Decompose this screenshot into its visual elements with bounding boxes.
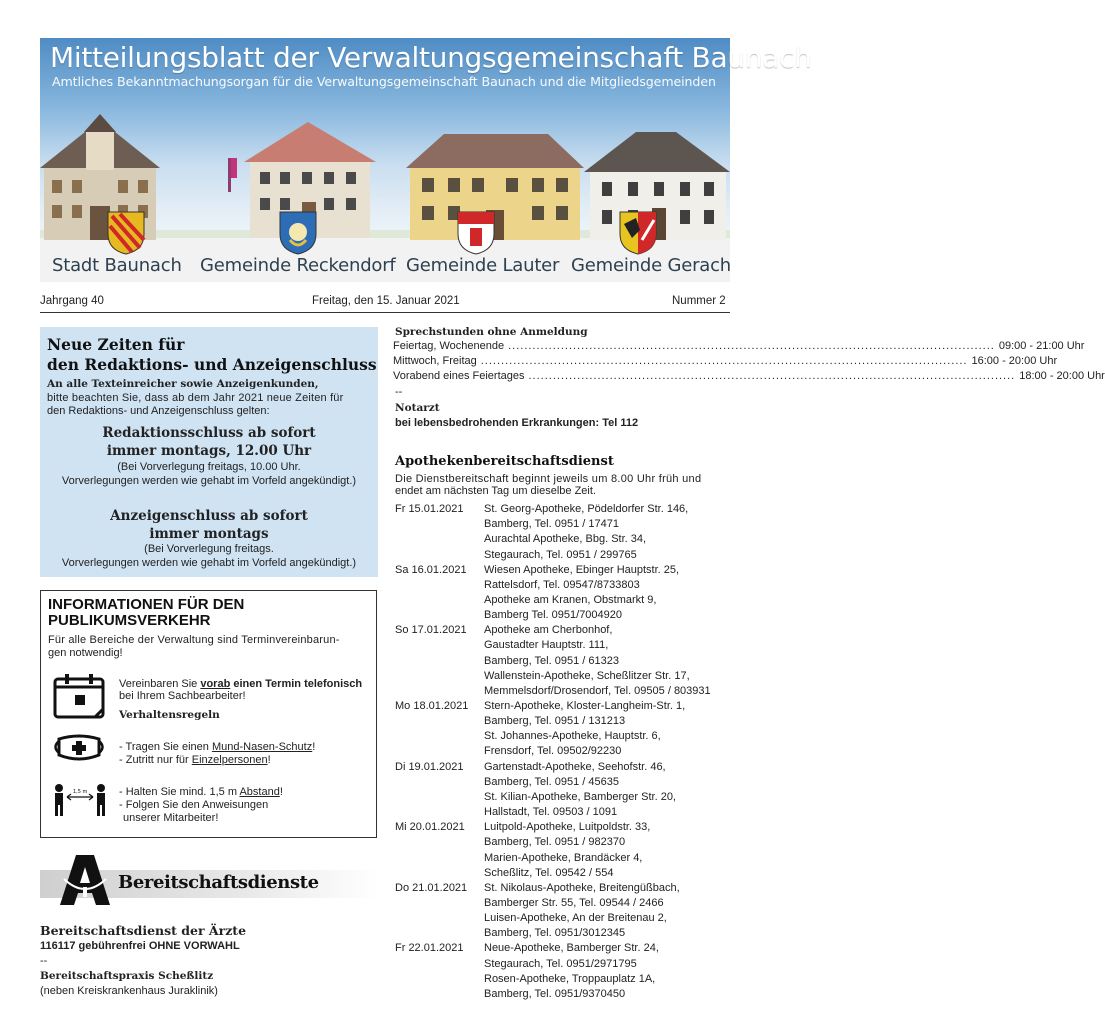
pharmacy-entry-line: Wallenstein-Apotheke, Scheßlitzer Str. 17, — [484, 669, 690, 682]
pharmacy-entry-line: Bamberger Str. 55, Tel. 09544 / 2466 — [484, 896, 664, 909]
emergency-doctor-heading: Notarzt — [395, 402, 440, 414]
masthead-banner — [40, 38, 812, 282]
gerach-coat-of-arms-icon — [618, 210, 658, 256]
ad-deadline-note-2: Vorverlegungen werden wie gehabt im Vorfeld angekündigt.) — [61, 557, 357, 569]
pharmacy-entry-line: Gaustadter Hauptstr. 111, — [484, 639, 609, 652]
distance-icon-label: 1,5 m — [73, 789, 88, 795]
consult-hours-separator: -- — [395, 386, 403, 398]
town-label-lauter: Gemeinde Lauter — [406, 255, 560, 276]
masthead-title: Mitteilungsblatt der Verwaltungsgemeinschaft Baunach — [50, 41, 812, 74]
pharmacy-entry-line: Stegaurach, Tel. 0951 / 299765 — [484, 548, 637, 561]
pharmacy-entry-line: Bamberg, Tel. 0951 / 45635 — [484, 775, 619, 788]
pharmacy-service-heading: Apothekenbereitschaftsdienst — [395, 454, 614, 469]
pharmacy-entry-line: Bamberg, Tel. 0951 / 982370 — [484, 836, 626, 849]
pharmacy-entry-line: Bamberg, Tel. 0951 / 17471 — [484, 518, 619, 531]
calendar-icon — [53, 673, 105, 719]
rules-heading: Verhaltensregeln — [119, 709, 220, 721]
ad-deadline-note-1: (Bei Vorverlegung freitags. — [144, 543, 274, 555]
editorial-deadline-time: immer montags, 12.00 Uhr — [106, 443, 312, 459]
consult-hours-row — [393, 355, 1058, 367]
practice-location-note: (neben Kreiskrankenhaus Juraklinik) — [40, 985, 218, 997]
reckendorf-coat-of-arms-icon — [278, 210, 318, 256]
consult-hours-heading: Sprechstunden ohne Anmeldung — [395, 326, 588, 338]
pharmacy-entry-line: St. Nikolaus-Apotheke, Breitengüßbach, — [484, 881, 680, 894]
pharmacy-entry-line: Luisen-Apotheke, An der Breitenau 2, — [484, 912, 667, 925]
appointment-notice-line-2: gen notwendig! — [48, 647, 123, 659]
pharmacy-entry-line: St. Johannes-Apotheke, Hauptstr. 6, — [484, 730, 661, 743]
pharmacy-intro-line-1: Die Dienstbereitschaft beginnt jeweils um 8.00 Uhr früh und — [395, 473, 702, 485]
consult-hours-time: 16:00 - 20:00 Uhr — [971, 355, 1058, 367]
pharmacy-entry-line: Stegaurach, Tel. 0951/2971795 — [484, 957, 637, 970]
consult-hours-label: Mittwoch, Freitag — [393, 355, 477, 367]
distance-rule: - Halten Sie mind. 1,5 m Abstand! — [119, 786, 283, 798]
pharmacy-entry-line: Bamberg, Tel. 0951 / 61323 — [484, 654, 619, 667]
pharmacy-entry-line: Apotheke am Cherbonhof, — [484, 624, 613, 637]
editorial-deadline-note-2: Vorverlegungen werden wie gehabt im Vorfeld angekündigt.) — [61, 475, 357, 487]
distance-icon — [51, 783, 109, 817]
mask-rule: - Tragen Sie einen Mund-Nasen-Schutz! — [119, 741, 316, 753]
consult-hours-row — [393, 340, 1085, 352]
pharmacy-entry-line: Bamberg Tel. 0951/7004920 — [484, 609, 623, 622]
appointment-notice-line-1: Für alle Bereiche der Verwaltung sind Terminvereinbarun- — [48, 634, 340, 646]
issue-date: Freitag, den 15. Januar 2021 — [312, 295, 460, 307]
dot-leader — [528, 370, 1015, 382]
pharmacy-entry-line: Marien-Apotheke, Brandäcker 4, — [484, 851, 643, 864]
pharmacy-day-date: Di 19.01.2021 — [395, 760, 464, 773]
deadline-notice-box — [40, 327, 378, 577]
notice-intro-heading: An alle Texteinreicher sowie Anzeigenkunden, — [47, 378, 319, 390]
pharmacy-entry-line: St. Georg-Apotheke, Pödeldorfer Str. 146, — [484, 503, 689, 515]
follow-instructions-line-2: unserer Mitarbeiter! — [123, 812, 219, 824]
pharmacy-entry-line: Stern-Apotheke, Kloster-Langheim-Str. 1, — [484, 700, 686, 712]
pharmacy-entry-line: Luitpold-Apotheke, Luitpoldstr. 33, — [484, 821, 651, 834]
ad-deadline-time: immer montags — [149, 526, 269, 542]
ad-deadline-heading: Anzeigenschluss ab sofort — [110, 508, 308, 524]
baunach-coat-of-arms-icon — [106, 210, 146, 256]
notice-intro-line-1: bitte beachten Sie, dass ab dem Jahr 2021 neue Zeiten für — [47, 392, 344, 404]
public-info-box — [40, 590, 377, 838]
editorial-deadline-heading: Redaktionsschluss ab sofort — [102, 425, 316, 441]
issue-number: Nummer 2 — [672, 295, 726, 307]
consult-hours-time: 09:00 - 21:00 Uhr — [998, 340, 1085, 352]
pharmacy-entry-line: Rosen-Apotheke, Troppauplatz 1A, — [484, 972, 656, 985]
consult-hours-row — [393, 370, 1105, 382]
pharmacy-entry-line: Hallstadt, Tel. 09503 / 1091 — [484, 806, 618, 818]
pharmacy-day-date: Fr 15.01.2021 — [395, 503, 464, 515]
pharmacy-entry-line: St. Kilian-Apotheke, Bamberger Str. 20, — [484, 790, 676, 803]
lauter-coat-of-arms-icon — [456, 210, 496, 256]
doctors-service-number: 116117 gebührenfrei OHNE VORWAHL — [40, 940, 240, 952]
pharmacy-intro-line-2: endet am nächsten Tag um dieselbe Zeit. — [395, 485, 596, 497]
pharmacy-day-date: Do 21.01.2021 — [395, 881, 468, 894]
town-label-baunach: Stadt Baunach — [52, 255, 182, 276]
pharmacy-day-date: Sa 16.01.2021 — [395, 563, 467, 576]
single-person-rule: - Zutritt nur für Einzelpersonen! — [119, 754, 271, 766]
appointment-instruction-line-2: bei Ihrem Sachbearbeiter! — [119, 690, 246, 702]
pharmacy-a-logo-icon — [58, 853, 112, 907]
pharmacy-entry-line: Apotheke am Kranen, Obstmarkt 9, — [484, 593, 657, 606]
consult-hours-label: Vorabend eines Feiertages — [393, 370, 525, 382]
pharmacy-entry-line: Scheßlitz, Tel. 09542 / 554 — [484, 866, 614, 879]
services-section-title: Bereitschaftsdienste — [118, 872, 319, 893]
follow-instructions-line-1: - Folgen Sie den Anweisungen — [119, 799, 269, 811]
dot-leader — [508, 340, 995, 352]
emergency-doctor-number: bei lebensbedrohenden Erkrankungen: Tel 112 — [395, 417, 639, 429]
dot-leader — [481, 355, 968, 367]
pharmacy-day-date: Mo 18.01.2021 — [395, 700, 469, 712]
notice-intro-line-2: den Redaktions- und Anzeigenschluss gelten: — [47, 405, 270, 417]
pharmacy-entry-line: Gartenstadt-Apotheke, Seehofstr. 46, — [484, 760, 666, 773]
pharmacy-entry-line: Rattelsdorf, Tel. 09547/8733803 — [484, 578, 640, 591]
consult-hours-time: 18:00 - 20:00 Uhr — [1019, 370, 1105, 382]
face-mask-icon — [51, 733, 107, 763]
town-label-reckendorf: Gemeinde Reckendorf — [200, 255, 396, 276]
pharmacy-day-date: So 17.01.2021 — [395, 624, 467, 637]
consult-hours-label: Feiertag, Wochenende — [393, 340, 505, 352]
town-label-gerach: Gemeinde Gerach — [571, 255, 732, 276]
pharmacy-entry-line: Bamberg, Tel. 0951/9370450 — [484, 987, 626, 1000]
doctors-service-heading: Bereitschaftsdienst der Ärzte — [40, 923, 247, 938]
header-divider — [40, 312, 730, 313]
public-info-title: INFORMATIONEN FÜR DEN PUBLIKUMSVERKEHR — [48, 596, 245, 629]
pharmacy-entry-line: Memmelsdorf/Drosendorf, Tel. 09505 / 803931 — [484, 684, 711, 697]
pharmacy-day-date: Mi 20.01.2021 — [395, 821, 465, 834]
pharmacy-entry-line: Wiesen Apotheke, Ebinger Hauptstr. 25, — [484, 563, 680, 576]
pharmacy-entry-line: Neue-Apotheke, Bamberger Str. 24, — [484, 942, 659, 955]
editorial-deadline-note-1: (Bei Vorverlegung freitags, 10.00 Uhr. — [117, 461, 301, 473]
masthead-subtitle: Amtliches Bekanntmachungsorgan für die Verwaltungsgemeinschaft Baunach und die Mitgliedsgemeinden — [52, 74, 716, 89]
pharmacy-entry-line: Frensdorf, Tel. 09502/92230 — [484, 745, 622, 758]
doctors-service-separator: -- — [40, 955, 48, 967]
practice-heading: Bereitschaftspraxis Scheßlitz — [40, 970, 214, 982]
pharmacy-day-date: Fr 22.01.2021 — [395, 942, 464, 955]
volume-number: Jahrgang 40 — [40, 295, 104, 307]
pharmacy-entry-line: Bamberg, Tel. 0951 / 131213 — [484, 715, 626, 728]
appointment-instruction-line-1: Vereinbaren Sie vorab einen Termin telefonisch — [119, 678, 363, 690]
pharmacy-entry-line: Aurachtal Apotheke, Bbg. Str. 34, — [484, 533, 647, 546]
pharmacy-entry-line: Bamberg, Tel. 0951/3012345 — [484, 927, 626, 940]
notice-title: Neue Zeiten für den Redaktions- und Anzeigenschluss — [47, 335, 377, 374]
